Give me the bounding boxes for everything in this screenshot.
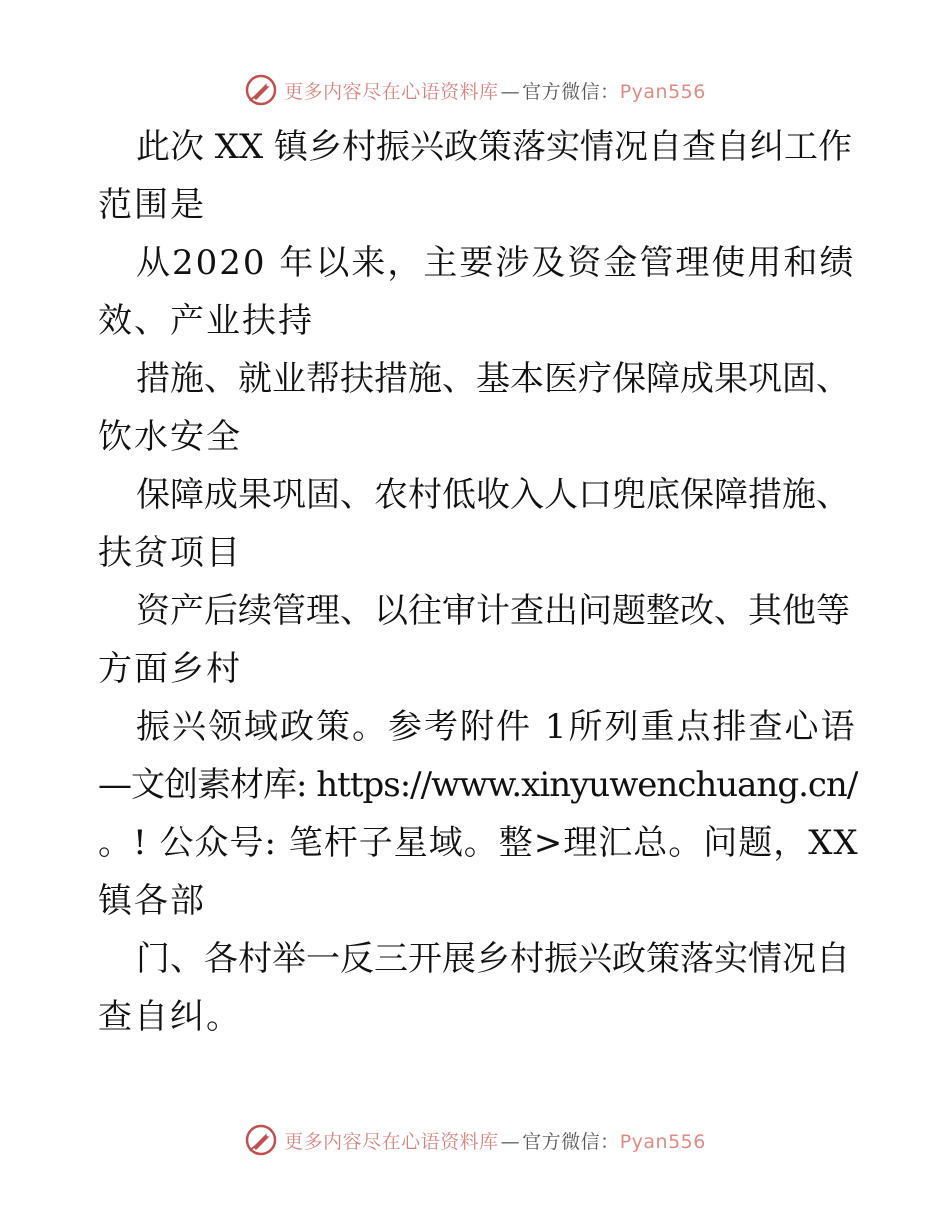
text-line: 保障成果巩固、农村低收入人口兜底保障措施、 (136, 475, 850, 515)
banner-dash: — (500, 1130, 521, 1153)
header-banner-text (284, 77, 706, 104)
banner-dash: — (500, 80, 521, 103)
wechat-label: 官方微信： (522, 1130, 620, 1153)
text-line: 门、各村举一反三开展乡村振兴政策落实情况自 (136, 939, 850, 979)
header-banner (0, 70, 950, 110)
brand-logo-icon (244, 73, 278, 107)
text-line: 方面乡村 (98, 649, 242, 689)
text-line: 措施、就业帮扶措施、基本医疗保障成果巩固、 (136, 359, 850, 399)
text-line: 。! 公众号: 笔杆子星域。整>理汇总。问题，XX (98, 823, 859, 863)
wechat-label: 官方微信： (522, 80, 620, 103)
text-line: 饮水安全 (98, 417, 242, 457)
brand-text: 更多内容尽在心语资料库 (284, 80, 499, 103)
text-line: 效、产业扶持 (98, 301, 314, 341)
text-line: 从2020 年以来，主要涉及资金管理使用和绩 (136, 243, 856, 283)
text-line: 镇各部 (98, 881, 206, 921)
text-line: 查自纠。 (98, 997, 242, 1037)
brand-text: 更多内容尽在心语资料库 (284, 1130, 499, 1153)
text-line: 振兴领域政策。参考附件 1所列重点排查心语 (136, 707, 857, 747)
footer-banner-text (284, 1127, 706, 1154)
text-line: 扶贫项目 (98, 533, 242, 573)
wechat-id: Pyan556 (619, 1130, 706, 1153)
brand-logo-icon (244, 1123, 278, 1157)
document-body (98, 118, 858, 1046)
wechat-id: Pyan556 (619, 80, 706, 103)
text-line: 资产后续管理、以往审计查出问题整改、其他等 (136, 591, 850, 631)
text-line: —文创素材库: https://www.xinyuwenchuang.cn/ (98, 765, 858, 805)
text-line: 范围是 (98, 185, 206, 225)
text-line: 此次 XX 镇乡村振兴政策落实情况自查自纠工作 (136, 127, 853, 167)
footer-banner (0, 1120, 950, 1160)
